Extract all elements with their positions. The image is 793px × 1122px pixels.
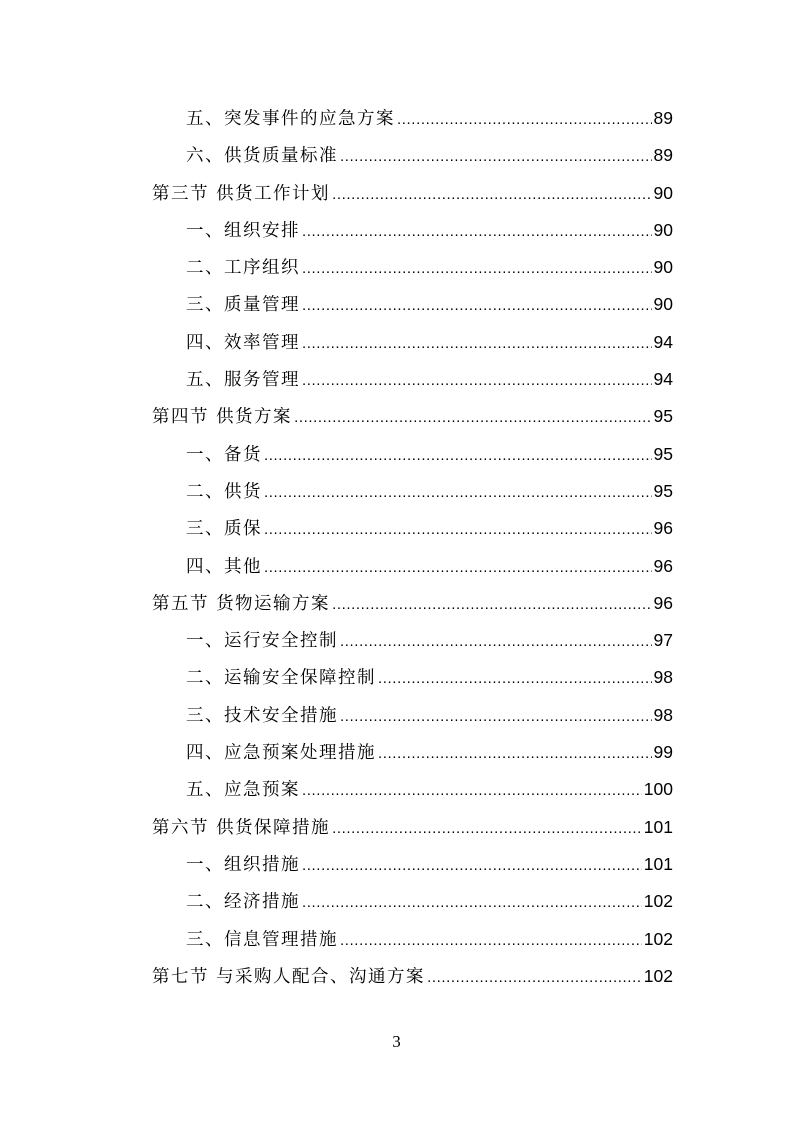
toc-leader-dots — [340, 698, 652, 735]
toc-entry[interactable] — [152, 622, 673, 659]
toc-entry-label: 第六节 供货保障措施 — [152, 817, 331, 838]
toc-leader-dots — [264, 474, 652, 511]
toc-leader-dots — [302, 213, 652, 250]
toc-entry-label: 一、组织安排 — [186, 220, 300, 241]
toc-entry-label: 二、供货 — [186, 481, 262, 502]
toc-entry-page: 98 — [653, 704, 673, 725]
toc-entry-label: 第七节 与采购人配合、沟通方案 — [152, 966, 426, 987]
toc-leader-dots — [264, 437, 652, 474]
toc-leader-dots — [302, 362, 652, 399]
toc-entry-page: 94 — [653, 369, 673, 390]
toc-leader-dots — [302, 884, 642, 921]
toc-entry-page: 90 — [653, 182, 673, 203]
toc-entry-page: 98 — [653, 667, 673, 688]
toc-entry-label: 五、应急预案 — [186, 780, 300, 801]
toc-entry[interactable] — [152, 398, 673, 435]
toc-entry-page: 89 — [653, 145, 673, 166]
toc-entry[interactable] — [152, 771, 673, 808]
toc-entry[interactable] — [152, 436, 673, 473]
toc-entry[interactable] — [152, 137, 673, 174]
toc-entry[interactable] — [152, 249, 673, 286]
toc-entry-page: 97 — [653, 630, 673, 651]
toc-leader-dots — [332, 810, 642, 847]
toc-entry[interactable] — [152, 100, 673, 137]
toc-entry-label: 三、信息管理措施 — [186, 929, 338, 950]
toc-entry-label: 五、突发事件的应急方案 — [186, 109, 395, 129]
toc-entry[interactable] — [152, 585, 673, 622]
toc-entry-page: 95 — [653, 443, 673, 464]
toc-entry-page: 101 — [643, 853, 673, 874]
toc-entry-page: 102 — [643, 965, 673, 986]
toc-entry[interactable] — [152, 883, 673, 920]
toc-entry-label: 三、质量管理 — [186, 295, 300, 316]
toc-entry-label: 第五节 货物运输方案 — [152, 593, 331, 614]
toc-entry-page: 90 — [653, 219, 673, 240]
toc-entry[interactable] — [152, 846, 673, 883]
toc-leader-dots — [302, 325, 652, 362]
toc-entry-page: 102 — [643, 928, 673, 949]
toc-leader-dots — [302, 287, 652, 324]
toc-entry-label: 六、供货质量标准 — [186, 146, 338, 167]
toc-leader-dots — [340, 138, 652, 175]
toc-entry-label: 三、质保 — [186, 519, 262, 540]
toc-entry-page: 100 — [643, 779, 673, 800]
toc-entry-page: 90 — [653, 257, 673, 278]
toc-entry[interactable] — [152, 324, 673, 361]
toc-entry[interactable] — [152, 958, 673, 995]
toc-entry-label: 五、服务管理 — [186, 370, 300, 391]
toc-entry-page: 95 — [653, 406, 673, 427]
toc-entry-label: 四、效率管理 — [186, 332, 300, 353]
toc-entry-label: 一、备货 — [186, 444, 262, 465]
toc-entry-label: 三、技术安全措施 — [186, 705, 338, 726]
toc-entry[interactable] — [152, 659, 673, 696]
toc-leader-dots — [427, 959, 642, 996]
toc-entry-page: 96 — [653, 555, 673, 576]
toc-entry-label: 第四节 供货方案 — [152, 407, 293, 428]
toc-leader-dots — [294, 399, 651, 436]
toc-entry-label: 四、应急预案处理措施 — [186, 743, 376, 764]
toc-entry-label: 一、运行安全控制 — [186, 631, 338, 652]
toc-leader-dots — [302, 847, 642, 884]
toc-leader-dots — [340, 922, 642, 959]
toc-entry[interactable] — [152, 361, 673, 398]
toc-entry-page: 102 — [643, 891, 673, 912]
toc-entry-label: 第三节 供货工作计划 — [152, 183, 331, 204]
toc-entry-page: 96 — [653, 518, 673, 539]
toc-entry-label: 一、组织措施 — [186, 854, 300, 875]
toc-entry-page: 89 — [653, 108, 673, 128]
page-number: 3 — [392, 1032, 401, 1051]
toc-leader-dots — [378, 660, 652, 697]
toc-leader-dots — [332, 586, 651, 623]
toc-entry-label: 二、运输安全保障控制 — [186, 668, 376, 689]
toc-entry[interactable] — [152, 548, 673, 585]
toc-entry[interactable] — [152, 734, 673, 771]
toc-leader-dots — [302, 772, 642, 809]
toc-entry[interactable] — [152, 697, 673, 734]
toc-leader-dots — [397, 101, 652, 138]
toc-entry-page: 95 — [653, 480, 673, 501]
table-of-contents — [152, 100, 673, 995]
toc-leader-dots — [302, 250, 652, 287]
toc-entry[interactable] — [152, 286, 673, 323]
toc-entry-label: 四、其他 — [186, 556, 262, 577]
toc-entry[interactable] — [152, 473, 673, 510]
toc-entry[interactable] — [152, 921, 673, 958]
toc-leader-dots — [264, 511, 652, 548]
toc-entry[interactable] — [152, 809, 673, 846]
toc-entry-page: 99 — [653, 742, 673, 763]
toc-entry-page: 90 — [653, 294, 673, 315]
toc-entry-page: 96 — [653, 592, 673, 613]
toc-leader-dots — [378, 735, 652, 772]
toc-leader-dots — [264, 549, 652, 586]
toc-entry[interactable] — [152, 510, 673, 547]
toc-entry[interactable] — [152, 212, 673, 249]
toc-entry[interactable] — [152, 175, 673, 212]
toc-leader-dots — [340, 623, 652, 660]
toc-entry-page: 101 — [643, 816, 673, 837]
toc-entry-label: 二、经济措施 — [186, 892, 300, 913]
toc-entry-page: 94 — [653, 331, 673, 352]
toc-leader-dots — [332, 176, 651, 213]
toc-entry-label: 二、工序组织 — [186, 258, 300, 279]
